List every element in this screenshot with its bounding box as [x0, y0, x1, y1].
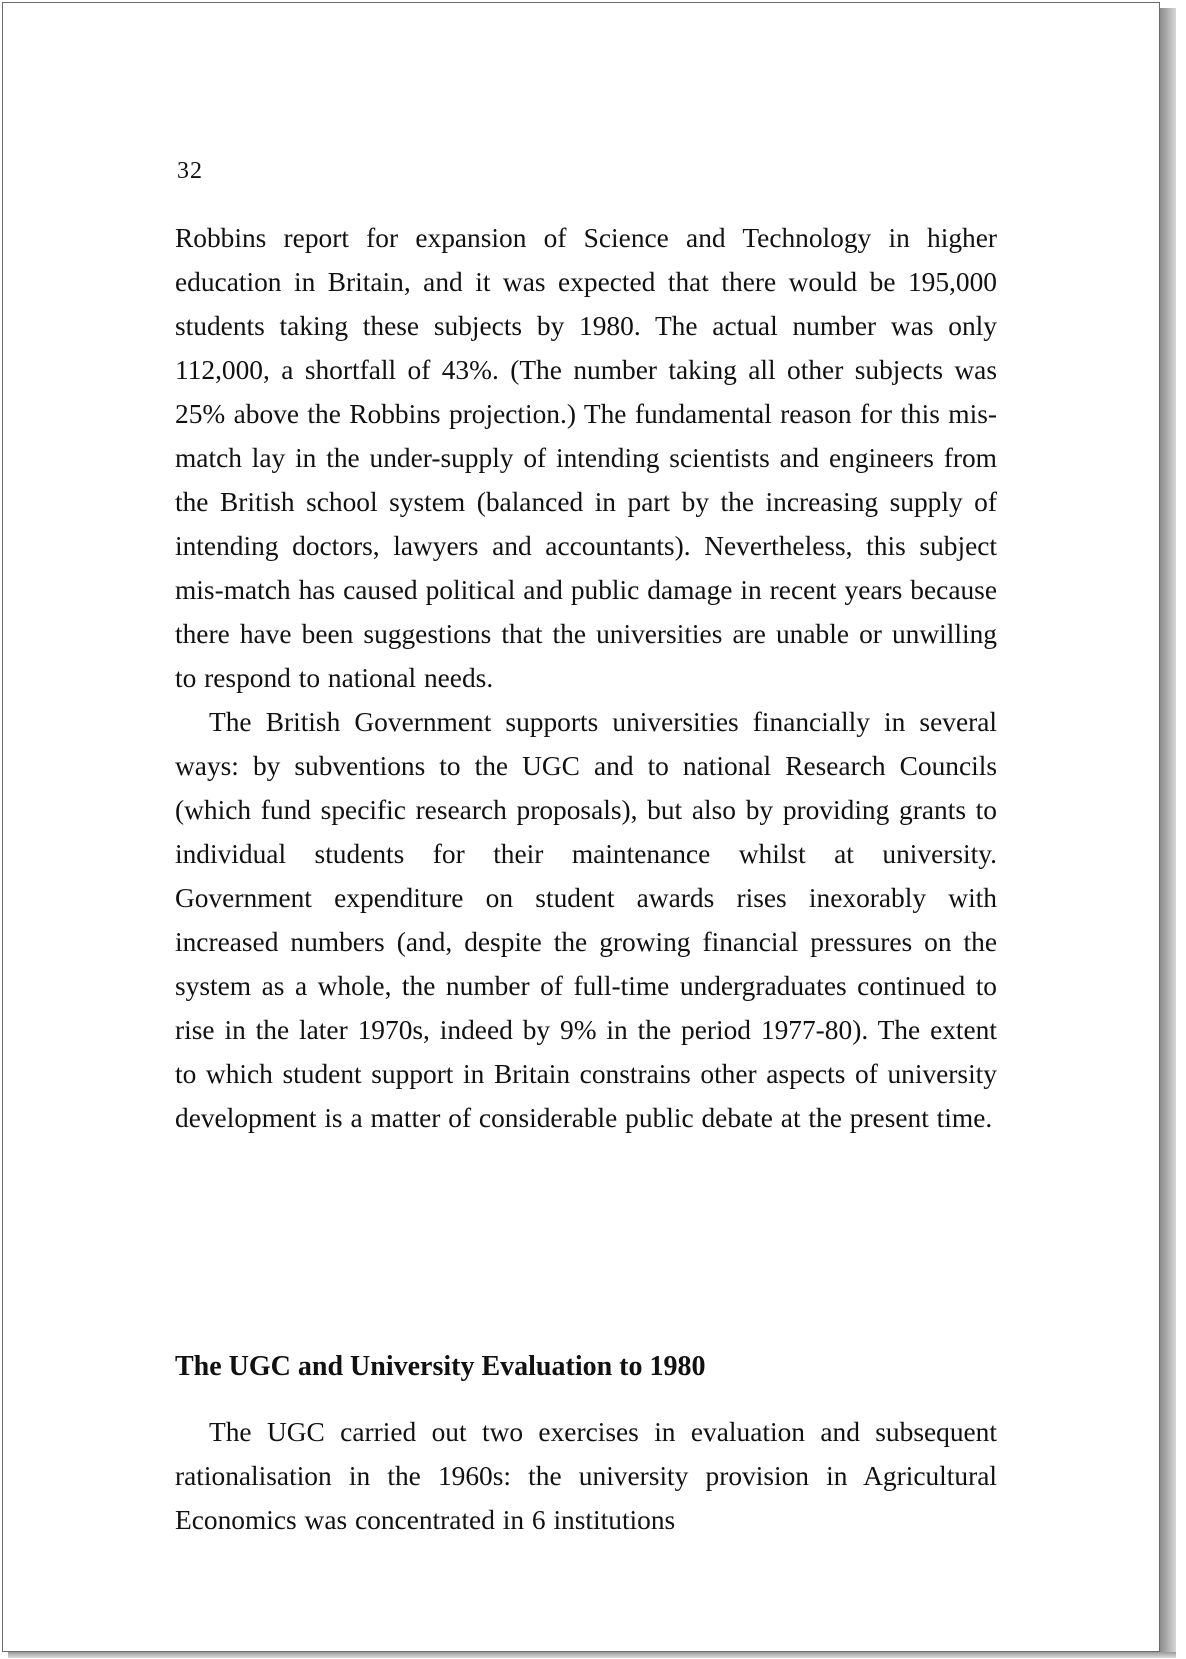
page-edge-shadow [1160, 8, 1176, 1654]
page-bottom-shadow [8, 1652, 1176, 1658]
paragraph-ugc-evaluation: The UGC carried out two exercises in evaluation and subsequent rationalisation in the 1960s: the university provision in Agricultural Economics was concentrated in 6 institutions [175, 1417, 997, 1535]
paragraph-robbins-report: Robbins report for expansion of Science and Technology in higher education in Britain, and it was expected that there would be 195,000 students taking these subjects by 1980. The actual number was only 112,000, a shortfall of 43%. (The number taking all other subjects was 25% above the Robbins projection.) The fundamental reason for this mis-match lay in the under-supply of intending scientists and engineers from the British school system (balanced in part by the increasing supply of intending doctors, lawyers and accountants). Nevertheless, this subject mis-match has caused political and public damage in recent years because there have been suggestions that the universities are unable or unwilling to respond to national needs. [175, 223, 997, 693]
document-page [2, 2, 1160, 1652]
section-body-text [175, 1410, 997, 1542]
section-heading: The UGC and University Evaluation to 1980 [175, 1351, 706, 1382]
page-number: 32 [177, 158, 203, 184]
body-text [175, 216, 997, 1140]
paragraph-government-support: The British Government supports universities financially in several ways: by subventions to the UGC and to national Research Councils (which fund specific research proposals), but also by providing grants to individual students for their maintenance whilst at university. Government expenditure on student awards rises inexorably with increased numbers (and, despite the growing financial pressures on the system as a whole, the number of full-time undergraduates continued to rise in the later 1970s, indeed by 9% in the period 1977-80). The extent to which student support in Britain constrains other aspects of university development is a matter of considerable public debate at the present time. [175, 707, 997, 1133]
